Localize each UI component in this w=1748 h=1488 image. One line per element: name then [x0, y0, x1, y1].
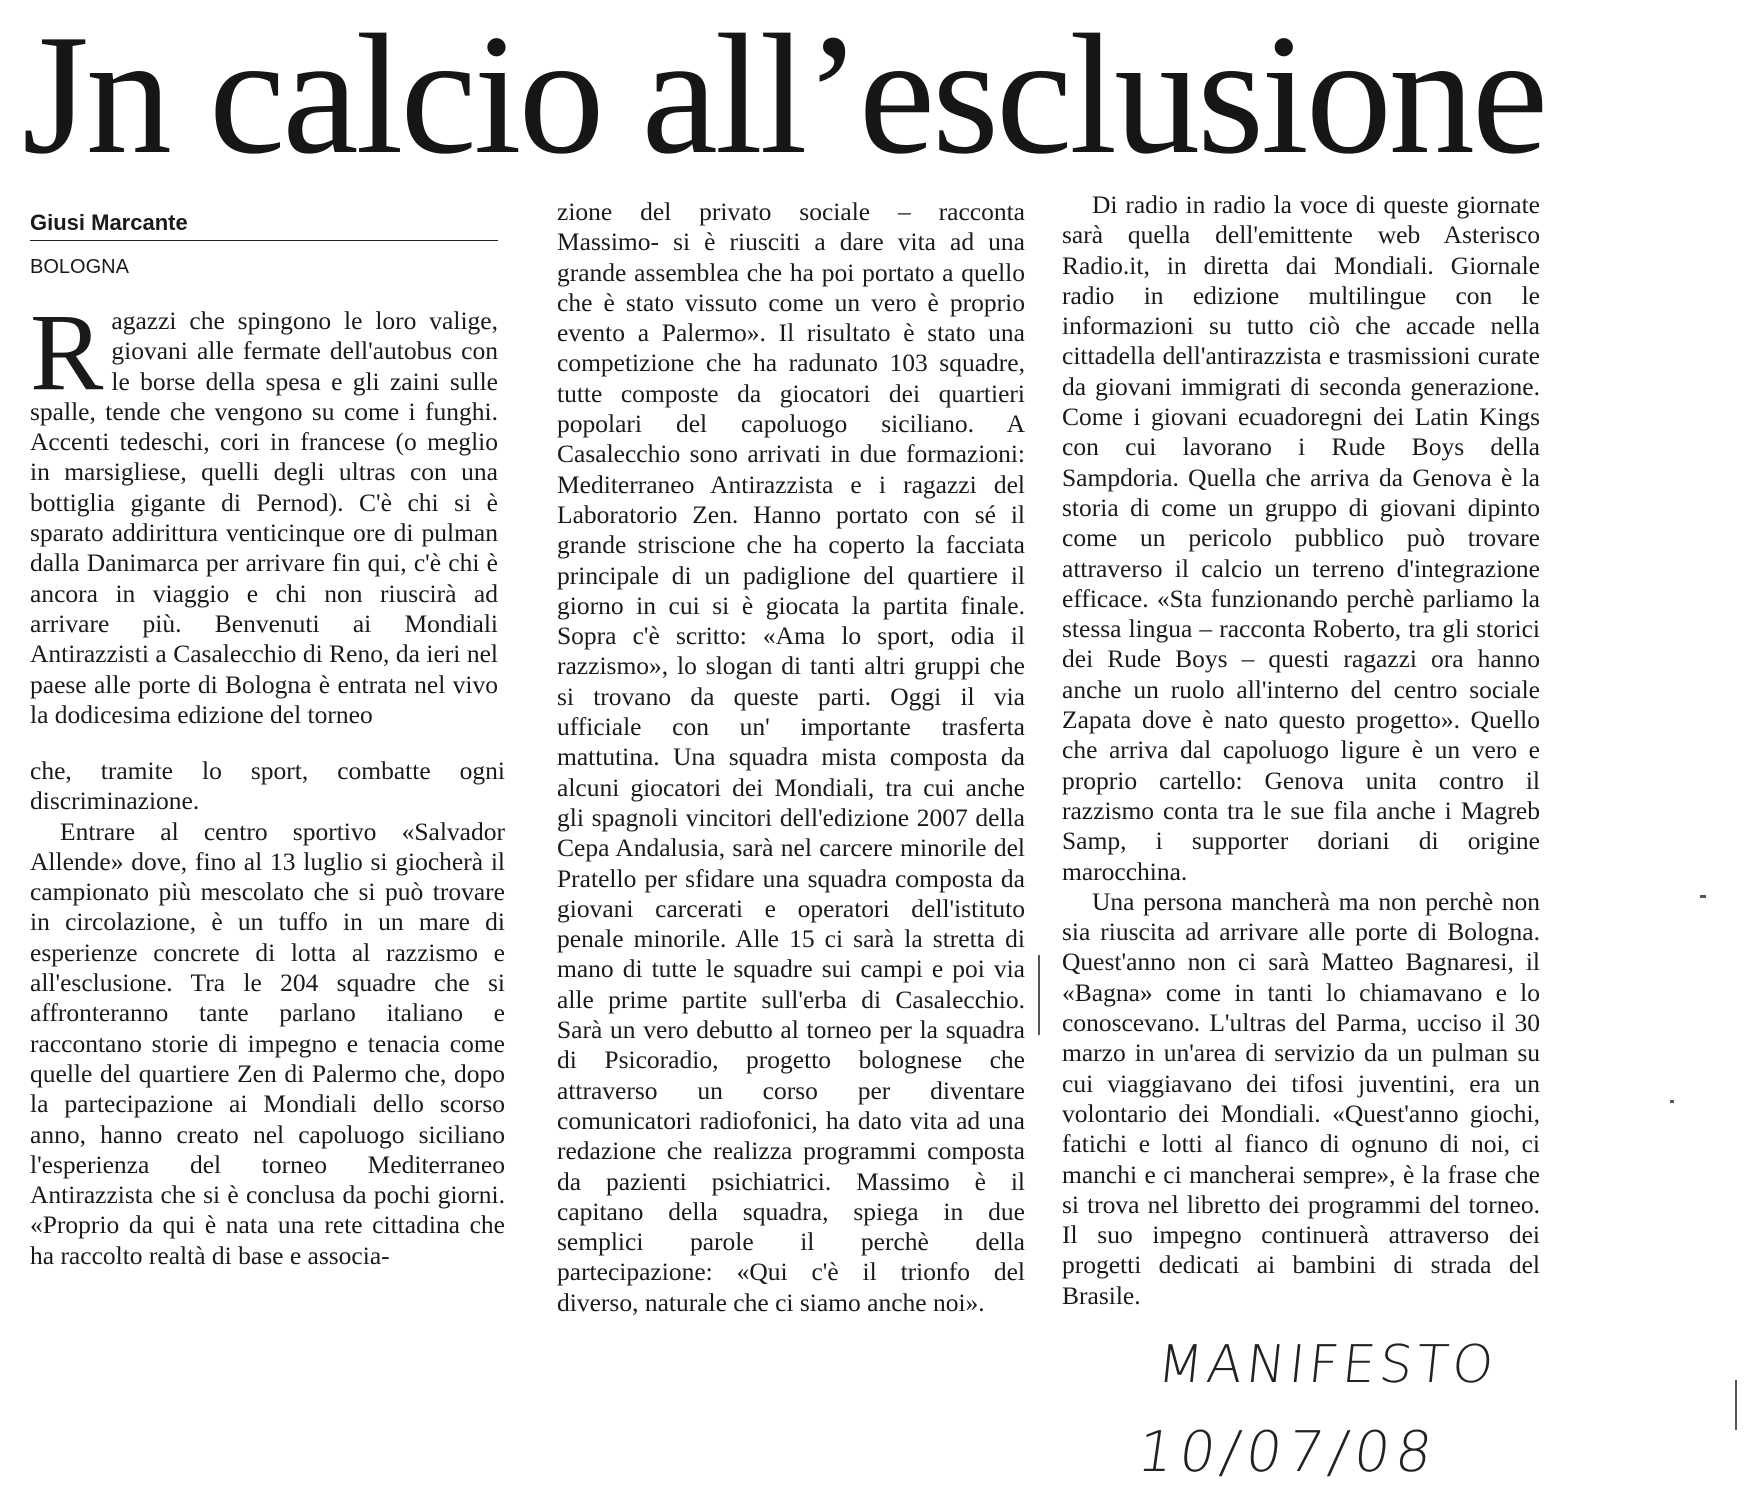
dateline: BOLOGNA [30, 256, 129, 278]
scan-artifact [1700, 895, 1706, 898]
lead-text: agazzi che spingono le loro valige, giovani alle fermate dell'autobus con le borse della spesa e gli zaini sulle spalle, tende che vengono su come i funghi. Accenti tedeschi, cori in francese (o meglio in marsigliese, quelli degli ultras con una bottiglia gigante di Pernod). C'è chi si è sparato addirittura venticinque ore di pulman dalla Danimarca per arrivare fin qui, c'è chi è ancora in viaggio e chi non riuscirà ad arrivare più. Benvenuti ai Mondiali Antirazzisti a Casalecchio di Reno, da ieri nel paese alle porte di Bologna è entrata nel vivo la dodicesima edizione del torneo [30, 306, 498, 729]
paragraph-continuation: che, tramite lo sport, combatte ogni discriminazione. [30, 756, 505, 816]
handwritten-source-note: MANIFESTO [1154, 1335, 1501, 1395]
scan-artifact [1670, 1100, 1674, 1103]
paragraph-bagnaresi: Una persona mancherà ma non perchè non sia riuscita ad arrivare alle porte di Bologna. Quest'anno non ci sarà Matteo Bagnaresi, il «Bagna» come in tanti lo chiamavano e lo conoscevano. L'ultras del Parma, ucciso il 30 marzo in un'area di servizio da un pulman su cui viaggiavano dei tifosi juventini, era un volontario dei Mondiali. «Quest'anno giochi, fatichi e lotti al fianco di ognuno di noi, ci manchi e ci mancherai sempre», è la frase che si trova nel libretto dei programmi del torneo. Il suo impegno continuerà attraverso dei progetti dedicati ai bambini di strada del Brasile. [1062, 886, 1540, 1310]
headline: Jn calcio all’esclusione [22, 0, 1546, 190]
column-2 [557, 197, 1025, 1318]
paragraph-centro-sportivo: Entrare al centro sportivo «Salvador Allende» dove, fino al 13 luglio si giocherà il campionato più mescolato che si può trovare in circolazione, è un tuffo in un mare di esperienze concrete di lotta al razzismo e all'esclusione. Tra le 204 squadre che si affronteranno tante parlano italiano e raccontano storie di impegno e tenacia come quelle del quartiere Zen di Palermo che, dopo la partecipazione ai Mondiali dello scorso anno, hanno creato nel capoluogo siciliano l'esperienza del torneo Mediterraneo Antirazzista che si è conclusa da pochi giorni. «Proprio da qui è nata una rete cittadina che ha raccolto realtà di base e associa- [30, 816, 505, 1270]
column-1-bottom [30, 756, 505, 1271]
byline: Giusi Marcante [30, 210, 498, 241]
column-3 [1062, 190, 1540, 1311]
paragraph-radio: Di radio in radio la voce di queste giornate sarà quella dell'emittente web Asterisco Radio.it, in diretta dai Mondiali. Giornale radio in edizione multilingue con le informazioni su tutto ciò che accade nella cittadella dell'antirazzista e trasmissioni curate da giovani immigrati di seconda generazione. Come i giovani ecuadoregni dei Latin Kings con cui lavorano i Rude Boys della Sampdoria. Quella che arriva da Genova è la storia di come un gruppo di giovani dipinto come un pericolo pubblico può trovare attraverso il calcio un terreno d'integrazione efficace. «Sta funzionando perchè parliamo la stessa lingua – racconta Roberto, tra gli storici dei Rude Boys – questi ragazzi ora hanno anche un ruolo all'interno del centro sociale Zapata dove è nato questo progetto». Quello che arriva dal capoluogo ligure è un vero e proprio cartello: Genova unita contro il razzismo conta tra le sue fila anche i Magreb Samp, i supporter doriani di origine marocchina. [1062, 190, 1540, 886]
handwritten-date-note: 10/07/08 [1133, 1420, 1443, 1485]
scan-artifact [1735, 1380, 1737, 1430]
column-rule-mark [1038, 955, 1040, 1035]
column-1-top [30, 291, 498, 730]
paragraph-lead [30, 291, 498, 730]
drop-cap: R [30, 291, 104, 413]
paragraph-column-2: zione del privato sociale – racconta Massimo- si è riusciti a dare vita ad una grande assemblea che ha poi portato a quello che è stato vissuto come un vero è proprio evento a Palermo». Il risultato è stato una competizione che ha radunato 103 squadre, tutte composte da giocatori dei quartieri popolari del capoluogo siciliano. A Casalecchio sono arrivati in due formazioni: Mediterraneo Antirazzista e i ragazzi del Laboratorio Zen. Hanno portato con sé il grande striscione che ha coperto la facciata principale di un padiglione del quartiere il giorno in cui si è giocata la partita finale. Sopra c'è scritto: «Ama lo sport, odia il razzismo», lo slogan di tanti altri gruppi che si trovano da queste parti. Oggi il via ufficiale con un' importante trasferta mattutina. Una squadra mista composta da alcuni giocatori dei Mondiali, tra cui anche gli spagnoli vincitori dell'edizione 2007 della Cepa Andalusia, sarà nel carcere minorile del Pratello per sfidare una squadra composta da giovani carcerati e operatori dell'istituto penale minorile. Alle 15 ci sarà la stretta di mano di tutte le squadre sui campi e poi via alle prime partite sull'erba di Casalecchio. Sarà un vero debutto al torneo per la squadra di Psicoradio, progetto bolognese che attraverso un corso per diventare comunicatori radiofonici, ha dato vita ad una redazione che realizza programmi composta da pazienti psichiatrici. Massimo è il capitano della squadra, spiega in due semplici parole il perchè della partecipazione: «Qui c'è il trionfo del diverso, naturale che ci siamo anche noi». [557, 197, 1025, 1317]
